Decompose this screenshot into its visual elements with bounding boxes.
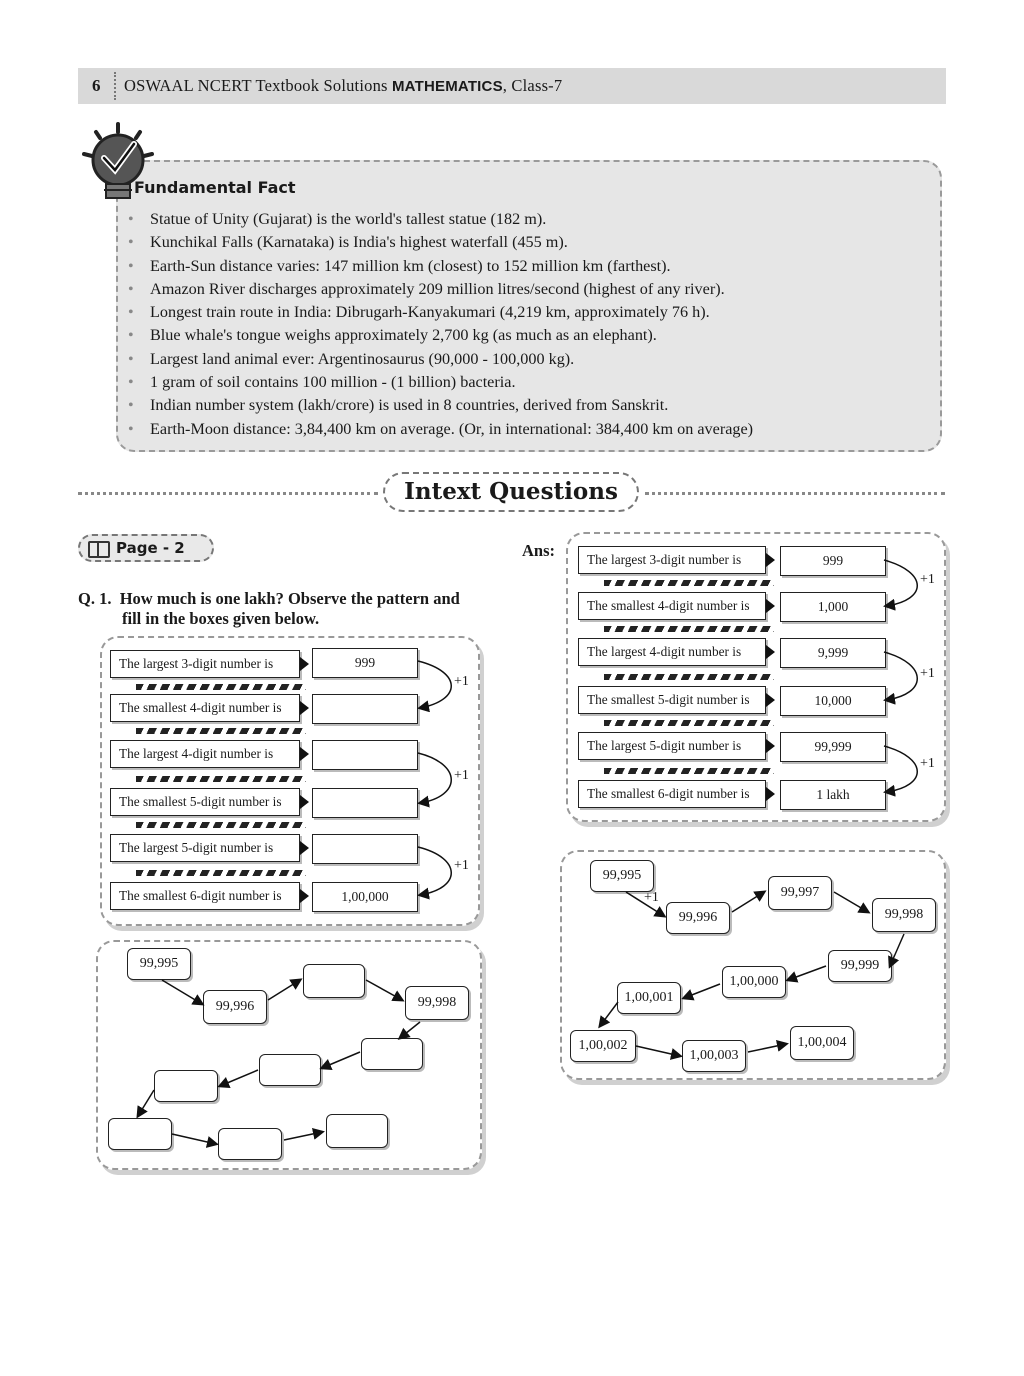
question-line-1: How much is one lakh? Observe the pattern and bbox=[119, 589, 460, 608]
chain-box: 99,998 bbox=[872, 898, 936, 932]
question-value-box[interactable]: 1,00,000 bbox=[312, 882, 418, 912]
title-prefix: OSWAAL NCERT Textbook Solutions bbox=[124, 76, 388, 95]
plus-one-label: +1 bbox=[644, 890, 659, 905]
answer-value-box: 1 lakh bbox=[780, 780, 886, 810]
question-row-label: The smallest 4-digit number is bbox=[110, 694, 300, 722]
question-row-label: The smallest 5-digit number is bbox=[110, 788, 300, 816]
fact-item: • Longest train route in India: Dibrugarh-Kanyakumari (4,219 km, approximately 76 h). bbox=[128, 301, 753, 324]
chain-box: 1,00,000 bbox=[722, 966, 786, 998]
question-row-label: The largest 4-digit number is bbox=[110, 740, 300, 768]
page-tag-label: Page - 2 bbox=[116, 539, 185, 557]
fact-item: • 1 gram of soil contains 100 million - (1 billion) bacteria. bbox=[128, 371, 753, 394]
answer-row-label: The largest 4-digit number is bbox=[578, 638, 766, 666]
answer-value-box: 99,999 bbox=[780, 732, 886, 762]
chain-box: 1,00,001 bbox=[617, 982, 681, 1014]
fact-item: • Indian number system (lakh/crore) is used in 8 countries, derived from Sanskrit. bbox=[128, 394, 753, 417]
section-title: Intext Questions bbox=[383, 472, 639, 512]
answer-row-label: The smallest 5-digit number is bbox=[578, 686, 766, 714]
answer-row-label: The smallest 4-digit number is bbox=[578, 592, 766, 620]
question-row-label: The largest 3-digit number is bbox=[110, 650, 300, 678]
plus-one-label: +1 bbox=[454, 768, 469, 783]
chain-box: 1,00,002 bbox=[570, 1030, 636, 1062]
answer-value-box: 10,000 bbox=[780, 686, 886, 716]
chain-box: 99,997 bbox=[768, 876, 832, 910]
page-number: 6 bbox=[92, 76, 101, 95]
chain-box[interactable]: 99,996 bbox=[203, 990, 267, 1024]
chain-box[interactable]: 99,998 bbox=[405, 986, 469, 1020]
title-subject: MATHEMATICS bbox=[391, 78, 503, 95]
answer-value-box: 9,999 bbox=[780, 638, 886, 668]
question-number: Q. 1. bbox=[78, 589, 112, 608]
fact-item: • Earth-Moon distance: 3,84,400 km on average. (Or, in international: 384,400 km on average) bbox=[128, 418, 753, 441]
question-line-2: fill in the boxes given below. bbox=[122, 609, 320, 628]
fact-item: • Earth-Sun distance varies: 147 million km (closest) to 152 million km (farthest). bbox=[128, 255, 753, 278]
plus-one-label: +1 bbox=[454, 674, 469, 689]
plus-one-label: +1 bbox=[454, 858, 469, 873]
plus-one-label: +1 bbox=[920, 756, 935, 771]
answer-row-label: The largest 3-digit number is bbox=[578, 546, 766, 574]
chain-box: 99,996 bbox=[666, 902, 730, 934]
answer-value-box: 999 bbox=[780, 546, 886, 576]
fact-item: • Blue whale's tongue weighs approximately 2,700 kg (as much as an elephant). bbox=[128, 324, 753, 347]
answer-label: Ans: bbox=[522, 541, 556, 560]
question-row-label: The smallest 6-digit number is bbox=[110, 882, 300, 910]
answer-row-label: The largest 5-digit number is bbox=[578, 732, 766, 760]
chain-box: 99,995 bbox=[590, 860, 654, 892]
fact-item: • Largest land animal ever: Argentinosaurus (90,000 - 100,000 kg). bbox=[128, 348, 753, 371]
title-suffix: , Class-7 bbox=[502, 76, 563, 95]
chain-box: 99,995 bbox=[127, 948, 191, 980]
chain-box: 1,00,004 bbox=[790, 1026, 854, 1060]
plus-one-label: +1 bbox=[920, 572, 935, 587]
fact-item: • Amazon River discharges approximately 209 million litres/second (highest of any river). bbox=[128, 278, 753, 301]
chain-box: 99,999 bbox=[828, 950, 892, 982]
fact-heading: Fundamental Fact bbox=[134, 178, 296, 197]
fact-item: • Kunchikal Falls (Karnataka) is India's highest waterfall (455 m). bbox=[128, 231, 753, 254]
answer-value-box: 1,000 bbox=[780, 592, 886, 622]
plus-one-label: +1 bbox=[920, 666, 935, 681]
fact-item: • Statue of Unity (Gujarat) is the world's tallest statue (182 m). bbox=[128, 208, 753, 231]
question-value-box[interactable]: 999 bbox=[312, 648, 418, 678]
answer-row-label: The smallest 6-digit number is bbox=[578, 780, 766, 808]
chain-box: 1,00,003 bbox=[682, 1040, 746, 1072]
question-row-label: The largest 5-digit number is bbox=[110, 834, 300, 862]
